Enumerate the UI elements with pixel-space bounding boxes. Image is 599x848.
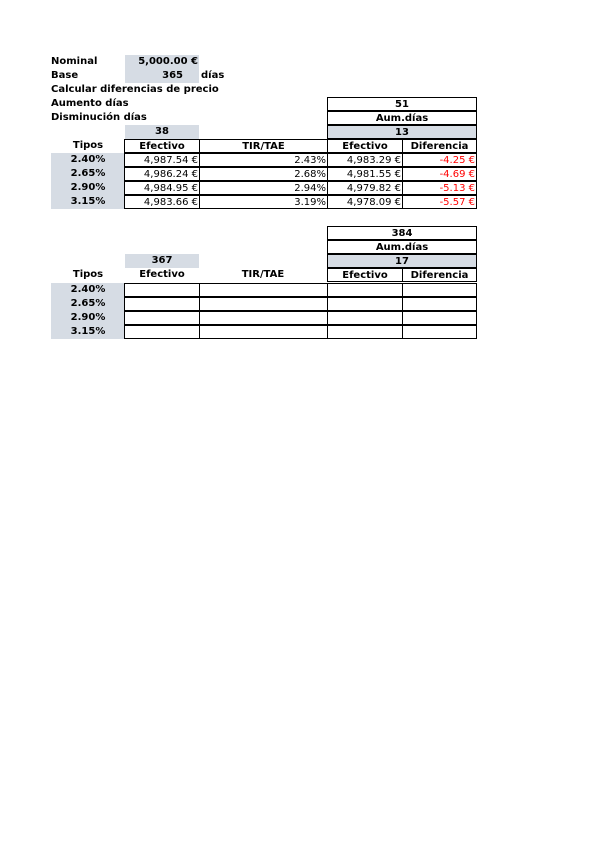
t1-tipo-cell[interactable]: 2.40% — [51, 153, 125, 167]
t2-tir-cell[interactable] — [199, 283, 328, 297]
t1-efectivo-cell[interactable]: 4,984.95 € — [124, 181, 200, 195]
t1-tipo-cell[interactable]: 2.65% — [51, 167, 125, 181]
nominal-label: Nominal — [51, 56, 98, 67]
t2-diferencia-cell[interactable] — [402, 297, 477, 311]
t2-tipo-cell[interactable]: 2.65% — [51, 297, 125, 311]
base-value-cell[interactable]: 365 — [125, 69, 199, 83]
base-unit-label: días — [201, 70, 225, 81]
t1-diferencia-cell[interactable]: -5.57 € — [402, 195, 477, 209]
t1-diferencia-cell[interactable]: -4.69 € — [402, 167, 477, 181]
nominal-value-cell[interactable]: 5,000.00 € — [125, 55, 199, 69]
t2-header-tir: TIR/TAE — [241, 269, 285, 280]
t2-tipo-cell[interactable]: 2.90% — [51, 311, 125, 325]
t2-efectivo-cell[interactable] — [124, 311, 200, 325]
t1-tir-cell[interactable]: 2.68% — [199, 167, 328, 181]
t2-aum-dias-label: Aum.días — [327, 240, 477, 254]
calc-diferencias-label: Calcular diferencias de precio — [51, 84, 219, 95]
t1-diferencia-cell[interactable]: -5.13 € — [402, 181, 477, 195]
t1-efectivo-cell[interactable]: 4,987.54 € — [124, 153, 200, 167]
t2-header-efectivo: Efectivo — [139, 269, 185, 280]
t1-header-diferencia: Diferencia — [402, 139, 477, 153]
t2-efectivo-cell[interactable] — [124, 283, 200, 297]
t2-header-diferencia: Diferencia — [402, 268, 477, 282]
t1-tir-cell[interactable]: 2.43% — [199, 153, 328, 167]
t2-days-header[interactable]: 384 — [327, 226, 477, 240]
t2-diferencia-cell[interactable] — [402, 325, 477, 339]
t1-tipo-cell[interactable]: 2.90% — [51, 181, 125, 195]
t1-tir-cell[interactable]: 3.19% — [199, 195, 328, 209]
t1-right-days-cell[interactable]: 13 — [327, 125, 477, 139]
t1-diferencia-cell[interactable]: -4.25 € — [402, 153, 477, 167]
t2-tir-cell[interactable] — [199, 311, 328, 325]
t1-header-tipos: Tipos — [72, 140, 104, 151]
aumento-dias-label: Aumento días — [51, 98, 129, 109]
disminucion-dias-label: Disminución días — [51, 112, 147, 123]
t2-right-days-cell[interactable]: 17 — [327, 254, 477, 268]
t1-tipo-cell[interactable]: 3.15% — [51, 195, 125, 209]
t1-header-efectivo2: Efectivo — [327, 139, 403, 153]
t1-days-header[interactable]: 51 — [327, 97, 477, 111]
t2-header-efectivo2: Efectivo — [327, 268, 403, 282]
t2-efectivo2-cell[interactable] — [327, 297, 403, 311]
t2-tir-cell[interactable] — [199, 297, 328, 311]
t1-efectivo2-cell[interactable]: 4,979.82 € — [327, 181, 403, 195]
t1-efectivo2-cell[interactable]: 4,978.09 € — [327, 195, 403, 209]
t1-efectivo2-cell[interactable]: 4,981.55 € — [327, 167, 403, 181]
t2-tir-cell[interactable] — [199, 325, 328, 339]
t2-efectivo-cell[interactable] — [124, 297, 200, 311]
t2-diferencia-cell[interactable] — [402, 311, 477, 325]
t1-tir-cell[interactable]: 2.94% — [199, 181, 328, 195]
t1-header-tir: TIR/TAE — [199, 139, 328, 153]
t2-efectivo2-cell[interactable] — [327, 325, 403, 339]
t1-efectivo2-cell[interactable]: 4,983.29 € — [327, 153, 403, 167]
t2-efectivo2-cell[interactable] — [327, 283, 403, 297]
t1-left-days-cell[interactable]: 38 — [125, 125, 199, 139]
t2-tipo-cell[interactable]: 2.40% — [51, 283, 125, 297]
t2-header-tipos: Tipos — [72, 269, 104, 280]
t1-header-efectivo: Efectivo — [124, 139, 200, 153]
t2-efectivo-cell[interactable] — [124, 325, 200, 339]
t2-left-days-cell[interactable]: 367 — [125, 254, 199, 268]
t1-efectivo-cell[interactable]: 4,986.24 € — [124, 167, 200, 181]
t1-aum-dias-label: Aum.días — [327, 111, 477, 125]
t2-diferencia-cell[interactable] — [402, 283, 477, 297]
base-label: Base — [51, 70, 79, 81]
t1-efectivo-cell[interactable]: 4,983.66 € — [124, 195, 200, 209]
t2-efectivo2-cell[interactable] — [327, 311, 403, 325]
t2-tipo-cell[interactable]: 3.15% — [51, 325, 125, 339]
